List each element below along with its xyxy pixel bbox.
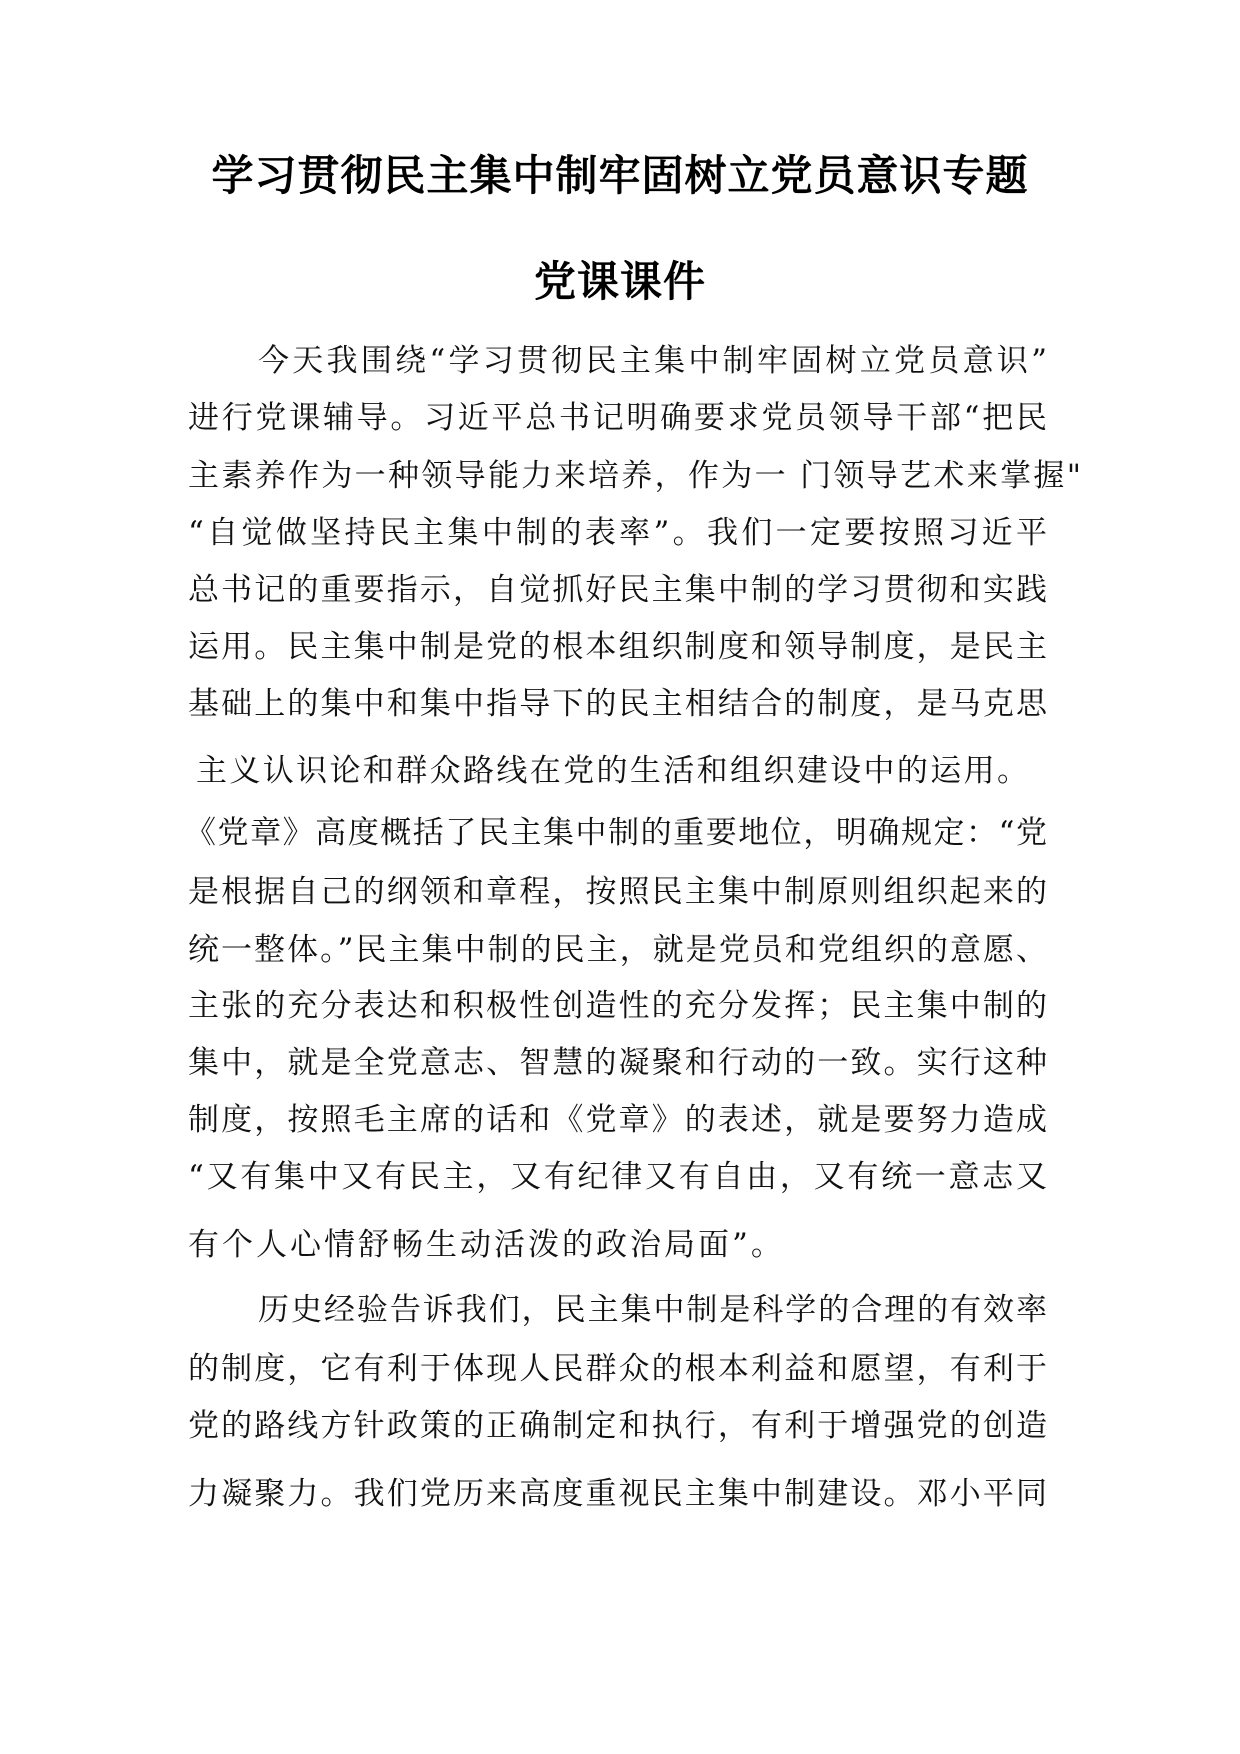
body-line: 集中，就是全党意志、智慧的凝聚和行动的一致。实行这种 — [188, 1045, 1047, 1081]
body-line: 《党章》高度概括了民主集中制的重要地位，明确规定：“党 — [185, 815, 1047, 851]
body-line: 主义认识论和群众路线在党的生活和组织建设中的运用。 — [196, 753, 1028, 789]
body-line: “又有集中又有民主，又有纪律又有自由，又有统一意志又 — [188, 1159, 1047, 1195]
body-line: 主素养作为一种领导能力来培养，作为一 门领导艺术来掌握" — [188, 458, 1081, 494]
body-line: 是根据自己的纲领和章程，按照民主集中制原则组织起来的 — [188, 874, 1047, 910]
body-line: 党的路线方针政策的正确制定和执行，有利于增强党的创造 — [188, 1408, 1047, 1444]
body-line: 有个人心情舒畅生动活泼的政治局面”。 — [188, 1227, 785, 1263]
body-line: 统一整体。”民主集中制的民主，就是党员和党组织的意愿、 — [188, 932, 1047, 968]
body-line: 总书记的重要指示，自觉抓好民主集中制的学习贯彻和实践 — [188, 572, 1047, 608]
body-line: 运用。民主集中制是党的根本组织制度和领导制度，是民主 — [188, 629, 1047, 665]
body-line: 基础上的集中和集中指导下的民主相结合的制度，是马克思 — [188, 686, 1047, 722]
body-line: 历史经验告诉我们，民主集中制是科学的合理的有效率 — [258, 1292, 1047, 1328]
body-line: 的制度，它有利于体现人民群众的根本利益和愿望，有利于 — [188, 1351, 1047, 1387]
body-line: “自觉做坚持民主集中制的表率”。我们一定要按照习近平 — [188, 515, 1047, 551]
body-line: 进行党课辅导。习近平总书记明确要求党员领导干部“把民 — [188, 400, 1047, 436]
body-line: 力凝聚力。我们党历来高度重视民主集中制建设。邓小平同 — [188, 1476, 1047, 1512]
body-line: 主张的充分表达和积极性创造性的充分发挥；民主集中制的 — [188, 988, 1047, 1024]
title-line: 学习贯彻民主集中制牢固树立党员意识专题 — [211, 151, 1029, 200]
title-line: 党课课件 — [533, 257, 706, 306]
body-line: 制度，按照毛主席的话和《党章》的表述，就是要努力造成 — [188, 1102, 1047, 1138]
body-line: 今天我围绕“学习贯彻民主集中制牢固树立党员意识” — [258, 343, 1047, 379]
